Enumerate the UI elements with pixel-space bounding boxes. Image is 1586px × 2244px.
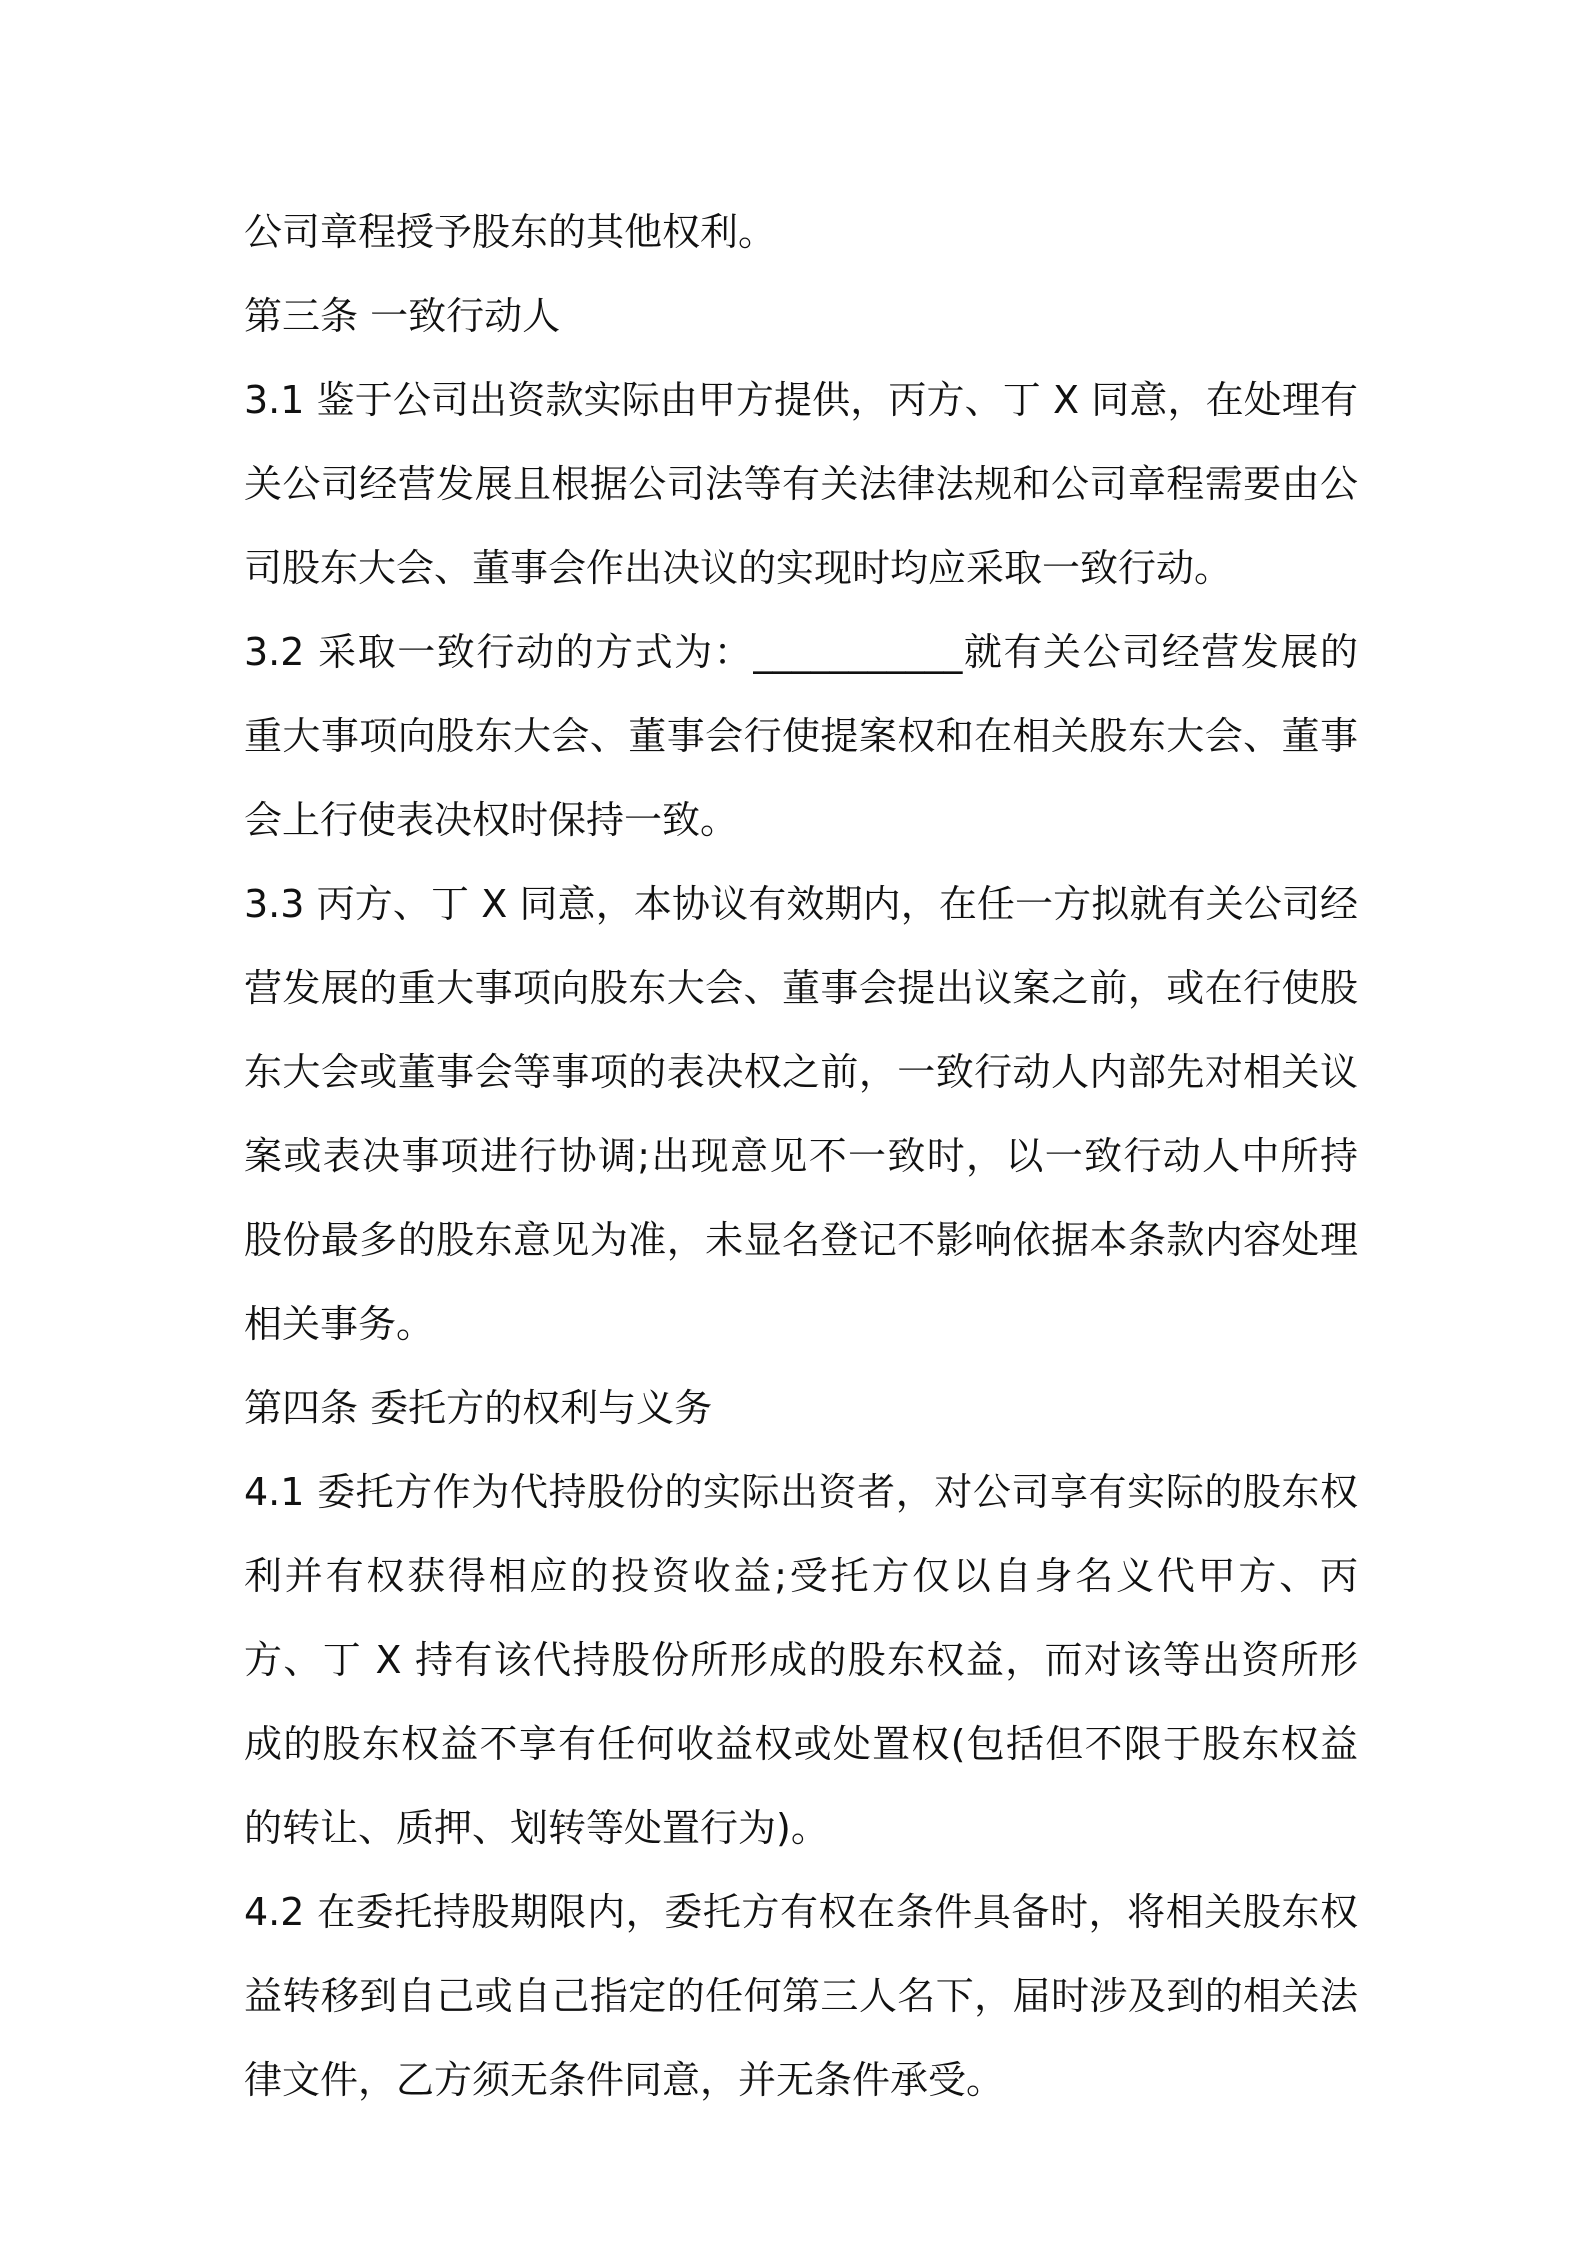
clause-3-1: 3.1 鉴于公司出资款实际由甲方提供，丙方、丁 X 同意，在处理有关公司经营发展且根据公司法等有关法律法规和公司章程需要由公司股东大会、董事会作出决议的实现时均应采取一致行动。	[244, 378, 1358, 590]
article-4-heading: 第四条 委托方的权利与义务	[244, 1386, 713, 1430]
clause-4-2: 4.2 在委托持股期限内，委托方有权在条件具备时，将相关股东权益转移到自己或自己指定的任何第三人名下，届时涉及到的相关法律文件，乙方须无条件同意，并无条件承受。	[244, 1890, 1358, 2102]
document-body	[244, 190, 1358, 2122]
paragraph-continuation: 公司章程授予股东的其他权利。	[244, 210, 777, 254]
clause-3-3: 3.3 丙方、丁 X 同意，本协议有效期内，在任一方拟就有关公司经营发展的重大事项向股东大会、董事会提出议案之前，或在行使股东大会或董事会等事项的表决权之前，一致行动人内部先对相关议案或表决事项进行协调;出现意见不一致时，以一致行动人中所持股份最多的股东意见为准，未显名登记不影响依据本条款内容处理相关事务。	[244, 882, 1358, 1346]
clause-3-2: 3.2 采取一致行动的方式为：___________就有关公司经营发展的重大事项向股东大会、董事会行使提案权和在相关股东大会、董事会上行使表决权时保持一致。	[244, 630, 1358, 842]
article-3-heading: 第三条 一致行动人	[244, 294, 561, 338]
clause-4-1: 4.1 委托方作为代持股份的实际出资者，对公司享有实际的股东权利并有权获得相应的投资收益;受托方仅以自身名义代甲方、丙方、丁 X 持有该代持股份所形成的股东权益，而对该等出资所形成的股东权益不享有任何收益权或处置权(包括但不限于股东权益的转让、质押、划转等处置行为)。	[244, 1470, 1358, 1850]
